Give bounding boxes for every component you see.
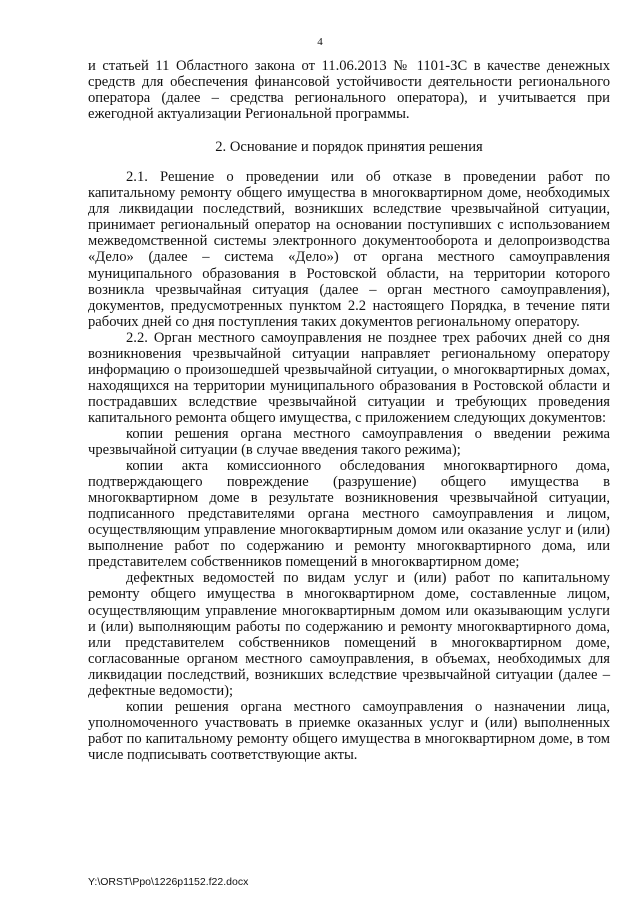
section-heading: 2. Основание и порядок принятия решения [215, 139, 483, 156]
footer-file-path: Y:\ORST\Ppo\1226p1152.f22.docx [88, 876, 249, 888]
page-number: 4 [317, 36, 323, 48]
paragraph-continuation: и статьей 11 Областного закона от 11.06.2013 № 1101-ЗС в качестве денежных средств для обеспечения финансовой устойчивости деятельности регионального оператора (далее – средства регионального оператора), и учитывается при ежегодной актуализации Региональной программы. [88, 58, 610, 123]
list-item-inspection-act: копии акта комиссионного обследования многоквартирного дома, подтверждающего повреждение (разрушение) общего имущества в многоквартирном доме в результате возникновения чрезвычайной ситуации, подписанного представителями органа местного самоуправления и лицом, осуществляющим управление многоквартирным домом или оказание услуг и (или) выполнение работ по содержанию и ремонту многоквартирного дома, или представителем собственников помещений в многоквартирном доме; [88, 458, 610, 571]
list-item-emergency-decision: копии решения органа местного самоуправления о введении режима чрезвычайной ситуации (в случае введения такого режима); [88, 425, 610, 459]
list-item-appointment-decision: копии решения органа местного самоуправления о назначении лица, уполномоченного участвовать в приемке оказанных услуг и (или) выполненных работ по капитальному ремонту общего имущества в многоквартирном доме, в том числе подписывать соответствующие акты. [88, 698, 610, 763]
list-item-defect-statements: дефектных ведомостей по видам услуг и (или) работ по капитальному ремонту общего имущества в многоквартирном доме, составленные лицом, осуществляющим управление многоквартирным домом или оказывающим услуги и (или) выполняющим работы по содержанию и ремонту многоквартирного дома, или представителем собственников помещений в многоквартирном доме, согласованные органом местного самоуправления, в объемах, необходимых для ликвидации последствий, возникших вследствие чрезвычайной ситуации (далее – дефектные ведомости); [88, 570, 610, 699]
document-body [88, 58, 610, 763]
paragraph-2-2: 2.2. Орган местного самоуправления не позднее трех рабочих дней со дня возникновения чрезвычайной ситуации направляет региональному оператору информацию о произошедшей чрезвычайной ситуации, о многоквартирных домах, находящихся на территории муниципального образования в Ростовской области и пострадавших вследствие чрезвычайной ситуации и требующих проведения капитального ремонта общего имущества, с приложением следующих документов: [88, 329, 610, 426]
paragraph-2-1: 2.1. Решение о проведении или об отказе в проведении работ по капитальному ремонту общего имущества в многоквартирном доме, необходимых для ликвидации последствий, возникших вследствие чрезвычайной ситуации, принимает региональный оператор на основании поступивших с использованием межведомственной системы электронного документооборота и делопроизводства «Дело» (далее – система «Дело») от органа местного самоуправления муниципального образования в Ростовской области, на территории которого возникла чрезвычайная ситуация (далее – орган местного самоуправления), документов, предусмотренных пунктом 2.2 настоящего Порядка, в течение пяти рабочих дней со дня поступления таких документов региональному оператору. [88, 169, 610, 330]
